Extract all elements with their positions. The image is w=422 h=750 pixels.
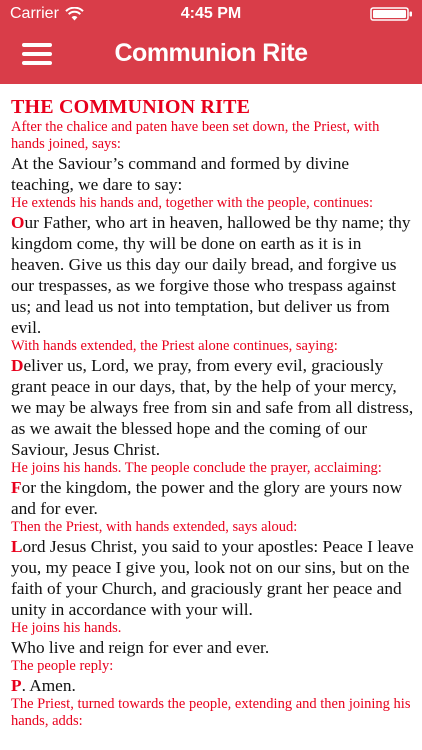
status-bar xyxy=(0,0,422,28)
rubric-text: He extends his hands and, together with the people, continues: xyxy=(11,195,374,211)
rubric-text: Then the Priest, with hands extended, says aloud: xyxy=(11,519,298,535)
prayer-text xyxy=(11,637,416,658)
rubric-text: After the chalice and paten have been set down, the Priest, with hands joined, says: xyxy=(11,119,380,152)
prayer-body: eliver us, Lord, we pray, from every evil, graciously grant peace in our days, that, by the help of your mercy, we may be always free from sin and safe from all distress, as we await the blessed hope and the coming of our Saviour, Jesus Christ. xyxy=(11,356,414,459)
prayer-text xyxy=(11,212,416,338)
drop-initial: L xyxy=(11,537,23,556)
prayer-text xyxy=(11,355,416,460)
rubric-text: He joins his hands. The people conclude the prayer, acclaiming: xyxy=(11,460,382,476)
prayer-text xyxy=(11,536,416,620)
rubric-text: The people reply: xyxy=(11,658,114,674)
carrier-label: Carrier xyxy=(10,5,59,22)
prayer-body: . Amen. xyxy=(21,676,76,695)
drop-initial: F xyxy=(11,478,22,497)
liturgy-content[interactable] xyxy=(11,96,416,750)
prayer-body: ur Father, who art in heaven, hallowed be thy name; thy kingdom come, thy will be done on earth as it is in heaven. Give us this day our daily bread, and forgive us our trespasses, as we forgive those who trespass against us; and lead us not into temptation, but deliver us from evil. xyxy=(11,213,411,337)
rubric-text: The Priest, turned towards the people, extending and then joining his hands, adds: xyxy=(11,696,411,729)
status-time: 4:45 PM xyxy=(180,5,242,22)
prayer-body: or the kingdom, the power and the glory are yours now and for ever. xyxy=(11,478,403,518)
battery-icon xyxy=(370,7,414,21)
app-header xyxy=(0,0,422,84)
section-title: THE COMMUNION RITE xyxy=(11,96,251,118)
navigation-bar xyxy=(0,28,422,84)
page-title: Communion Rite xyxy=(114,39,308,67)
prayer-body: ord Jesus Christ, you said to your apostles: Peace I leave you, my peace I give you, look not on our sins, but on the faith of your Church, and graciously grant her peace and unity in accordance with your will. xyxy=(11,537,414,619)
drop-initial: P xyxy=(11,676,22,695)
rubric-text: He joins his hands. xyxy=(11,620,122,636)
drop-initial: D xyxy=(11,356,24,375)
prayer-text xyxy=(11,477,416,519)
prayer-text xyxy=(11,675,416,696)
rubric-text: With hands extended, the Priest alone continues, saying: xyxy=(11,338,338,354)
drop-initial: O xyxy=(11,213,25,232)
prayer-body: At the Saviour’s command and formed by divine teaching, we dare to say: xyxy=(11,154,350,194)
prayer-body: Who live and reign for ever and ever. xyxy=(11,638,270,657)
prayer-text xyxy=(11,153,416,195)
